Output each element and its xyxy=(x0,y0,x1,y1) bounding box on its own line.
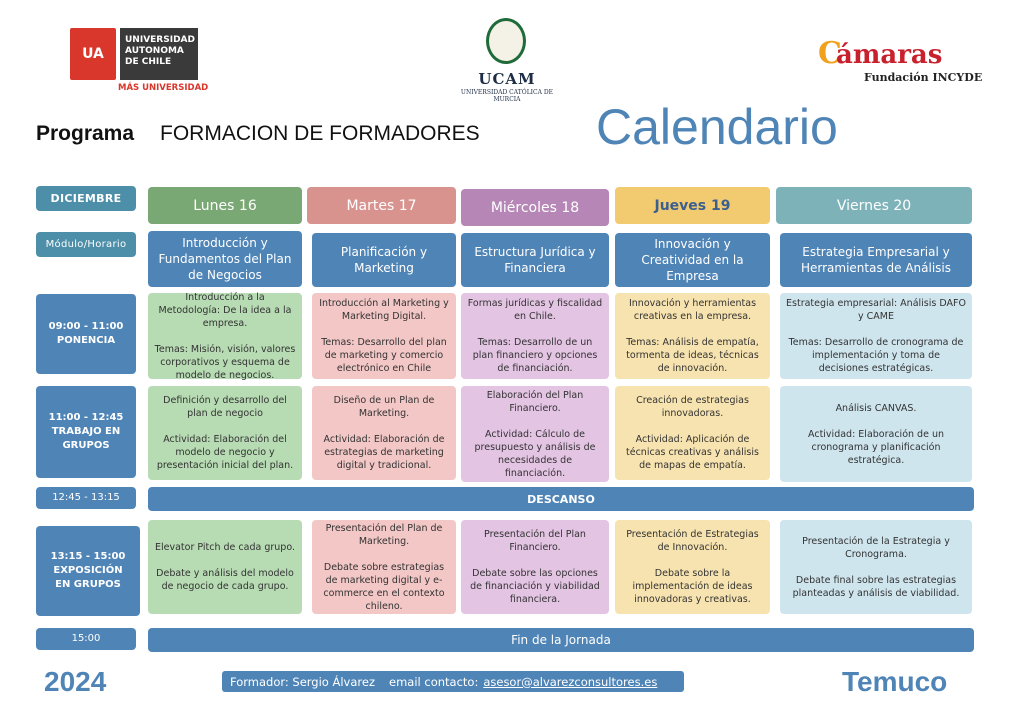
module-jueves: Innovación y Creatividad en la Empresa xyxy=(615,233,770,287)
session-detail: Debate sobre las opciones de financiación y viabilidad financiera. xyxy=(470,568,600,605)
session-detail: Actividad: Elaboración de estrategias de marketing digital y tradicional. xyxy=(323,434,445,471)
session-detail: Temas: Misión, visión, valores corporativos y esquema de modelo de negocios. xyxy=(154,343,296,381)
end-bar: Fin de la Jornada xyxy=(148,628,974,652)
slot-trabajo-label xyxy=(36,386,136,478)
session-detail: Actividad: Cálculo de presupuesto y análisis de necesidades de financiación. xyxy=(474,428,596,479)
session-cell xyxy=(461,293,609,379)
session-cell xyxy=(312,386,456,480)
session-detail: Debate final sobre las estrategias planteadas y análisis de viabilidad. xyxy=(792,574,960,599)
ua-logo-name: UNIVERSIDAD AUTONOMA DE CHILE xyxy=(120,28,198,80)
session-title: Creación de estrategias innovadoras. xyxy=(636,395,749,419)
slot-time: 11:00 - 12:45 xyxy=(48,412,124,423)
session-cell xyxy=(148,386,302,480)
session-detail: Debate sobre estrategias de marketing digital y e-commerce en el contexto chileno. xyxy=(323,561,445,612)
day-header-martes: Martes 17 xyxy=(307,187,456,224)
session-cell xyxy=(312,293,456,379)
session-cell xyxy=(615,386,770,480)
day-header-miercoles: Miércoles 18 xyxy=(461,189,609,226)
session-title: Presentación de la Estrategia y Cronograma. xyxy=(802,535,950,560)
session-title: Elaboración del Plan Financiero. xyxy=(486,389,584,414)
slot-name: TRABAJO EN GRUPOS xyxy=(51,426,121,451)
footer-contact-bar xyxy=(222,671,684,692)
day-header-jueves: Jueves 19 xyxy=(615,187,770,224)
session-cell xyxy=(461,520,609,614)
ua-logo-badge: UA xyxy=(70,28,116,80)
session-detail: Temas: Desarrollo de cronograma de implementación y toma de decisiones estratégicas. xyxy=(788,337,964,374)
session-title: Formas jurídicas y fiscalidad en Chile. xyxy=(467,298,603,322)
slot-time: 09:00 - 11:00 xyxy=(48,321,124,332)
session-title: Introducción a la Metodología: De la idea a la empresa. xyxy=(158,291,292,329)
session-title: Presentación del Plan Financiero. xyxy=(484,529,586,553)
end-time: 15:00 xyxy=(36,628,136,650)
session-cell xyxy=(780,520,972,614)
module-miercoles: Estructura Jurídica y Financiera xyxy=(461,233,609,287)
session-cell xyxy=(148,520,302,614)
day-header-lunes: Lunes 16 xyxy=(148,187,302,224)
session-detail: Temas: Desarrollo del plan de marketing y comercio electrónico en Chile xyxy=(321,337,447,374)
session-title: Presentación de Estrategias de Innovación. xyxy=(626,529,759,553)
trainer-name: Formador: Sergio Álvarez xyxy=(230,674,375,689)
slot-time: 13:15 - 15:00 xyxy=(50,551,126,562)
day-header-viernes: Viernes 20 xyxy=(776,187,972,224)
break-bar: DESCANSO xyxy=(148,487,974,511)
session-cell xyxy=(780,386,972,482)
session-detail: Temas: Desarrollo de un plan financiero y opciones de financiación. xyxy=(472,337,598,374)
session-title: Presentación del Plan de Marketing. xyxy=(325,522,443,547)
session-cell xyxy=(780,293,972,379)
camaras-logo-name: ámaras xyxy=(836,40,943,70)
session-title: Análisis CANVAS. xyxy=(835,402,917,414)
programa-label: Programa xyxy=(36,122,135,145)
session-detail: Actividad: Aplicación de técnicas creativas y análisis de mapas de empatía. xyxy=(626,434,759,471)
module-viernes: Estrategia Empresarial y Herramientas de Análisis xyxy=(780,233,972,287)
ucam-logo-name: UCAM xyxy=(478,70,536,88)
session-title: Diseño de un Plan de Marketing. xyxy=(333,395,435,419)
module-martes: Planificación y Marketing xyxy=(312,233,456,287)
session-cell xyxy=(615,520,770,614)
session-detail: Debate y análisis del modelo de negocio de cada grupo. xyxy=(156,568,294,592)
session-title: Elevator Pitch de cada grupo. xyxy=(154,542,295,553)
session-detail: Debate sobre la implementación de ideas innovadoras y creativas. xyxy=(632,568,753,605)
ucam-logo-subtitle: UNIVERSIDAD CATÓLICA DE MURCIA xyxy=(460,89,554,103)
camaras-logo-initial: C xyxy=(818,36,842,71)
slot-ponencia-label xyxy=(36,294,136,374)
slot-exposicion-label xyxy=(36,526,140,616)
session-cell xyxy=(461,386,609,482)
session-detail: Temas: Análisis de empatía, tormenta de ideas, técnicas de innovación. xyxy=(626,337,759,374)
session-cell xyxy=(148,293,302,379)
session-detail: Actividad: Elaboración del modelo de negocio y presentación inicial del plan. xyxy=(156,434,294,471)
module-lunes: Introducción y Fundamentos del Plan de Negocios xyxy=(148,231,302,287)
page-title: Calendario xyxy=(596,99,838,155)
session-title: Introducción al Marketing y Marketing Digital. xyxy=(319,298,449,322)
session-title: Definición y desarrollo del plan de negocio xyxy=(163,395,287,419)
session-cell xyxy=(615,293,770,379)
footer-year: 2024 xyxy=(44,666,107,697)
footer-city: Temuco xyxy=(842,666,948,697)
module-schedule-label: Módulo/Horario xyxy=(36,232,136,257)
ucam-seal-icon xyxy=(486,18,526,64)
slot-name: EXPOSICIÓN EN GRUPOS xyxy=(53,565,123,590)
session-cell xyxy=(312,520,456,614)
session-title: Estrategia empresarial: Análisis DAFO y CAME xyxy=(786,298,966,322)
email-link[interactable]: asesor@alvarezconsultores.es xyxy=(483,674,658,689)
email-label: email contacto: xyxy=(389,674,479,689)
slot-name: PONENCIA xyxy=(56,335,116,346)
break-time: 12:45 - 13:15 xyxy=(36,487,136,509)
session-detail: Actividad: Elaboración de un cronograma y planificación estratégica. xyxy=(808,428,944,466)
ua-logo-tagline: MÁS UNIVERSIDAD xyxy=(118,83,209,93)
month-label: DICIEMBRE xyxy=(36,186,136,211)
session-title: Innovación y herramientas creativas en la empresa. xyxy=(628,298,757,322)
programa-name: FORMACION DE FORMADORES xyxy=(160,122,480,145)
camaras-logo-subtitle: Fundación INCYDE xyxy=(864,71,983,84)
